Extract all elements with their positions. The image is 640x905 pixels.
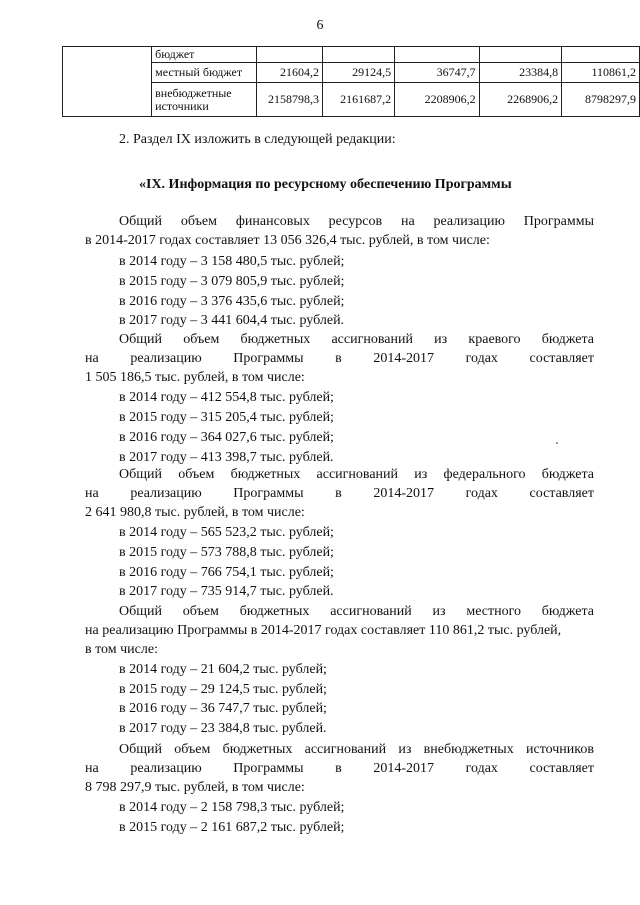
paragraph-line: Общий объем бюджетных ассигнований из краевого бюджета bbox=[119, 332, 594, 347]
table-cell: 8798297,9 bbox=[562, 83, 640, 117]
list-item: в 2015 году – 315 205,4 тыс. рублей; bbox=[119, 410, 334, 425]
table-empty-cell bbox=[63, 47, 152, 117]
paragraph-line: на реализацию Программы в 2014-2017 годах составляет bbox=[85, 351, 594, 366]
list-item: в 2017 году – 3 441 604,4 тыс. рублей. bbox=[119, 313, 345, 328]
section-heading: «IX. Информация по ресурсному обеспечению Программы bbox=[139, 177, 512, 192]
table-cell bbox=[256, 47, 322, 63]
list-item: в 2016 году – 36 747,7 тыс. рублей; bbox=[119, 701, 327, 716]
table-cell: 23384,8 bbox=[479, 63, 562, 83]
table-row-label: бюджет bbox=[152, 47, 256, 63]
table-row bbox=[63, 47, 640, 63]
list-item: в 2014 году – 412 554,8 тыс. рублей; bbox=[119, 390, 334, 405]
table-cell bbox=[479, 47, 562, 63]
table-cell: 110861,2 bbox=[562, 63, 640, 83]
paragraph-line: на реализацию Программы в 2014-2017 годах составляет 110 861,2 тыс. рублей, bbox=[85, 623, 562, 638]
paragraph-line: на реализацию Программы в 2014-2017 годах составляет bbox=[85, 486, 594, 501]
paragraph-line: 1 505 186,5 тыс. рублей, в том числе: bbox=[85, 370, 305, 385]
table-cell: 2268906,2 bbox=[479, 83, 562, 117]
paragraph-line: в том числе: bbox=[85, 642, 158, 657]
paragraph-line: на реализацию Программы в 2014-2017 годах составляет bbox=[85, 761, 594, 776]
list-item: в 2017 году – 413 398,7 тыс. рублей. bbox=[119, 450, 334, 465]
table-cell: 29124,5 bbox=[323, 63, 395, 83]
page-number: 6 bbox=[316, 18, 324, 33]
table-cell: 36747,7 bbox=[395, 63, 479, 83]
table-cell bbox=[323, 47, 395, 63]
funding-table bbox=[62, 46, 640, 117]
table-cell: 2158798,3 bbox=[256, 83, 322, 117]
list-item: в 2014 году – 565 523,2 тыс. рублей; bbox=[119, 525, 334, 540]
table-row-label: местный бюджет bbox=[152, 63, 256, 83]
table-cell bbox=[562, 47, 640, 63]
list-item: в 2016 году – 766 754,1 тыс. рублей; bbox=[119, 565, 334, 580]
list-item: в 2014 году – 2 158 798,3 тыс. рублей; bbox=[119, 800, 345, 815]
list-item: в 2014 году – 21 604,2 тыс. рублей; bbox=[119, 662, 327, 677]
paragraph-line: в 2014-2017 годах составляет 13 056 326,4 тыс. рублей, в том числе: bbox=[85, 233, 490, 248]
list-item: в 2015 году – 3 079 805,9 тыс. рублей; bbox=[119, 274, 345, 289]
list-item: в 2016 году – 3 376 435,6 тыс. рублей; bbox=[119, 294, 345, 309]
scan-speck bbox=[556, 442, 558, 444]
intro-text: 2. Раздел IX изложить в следующей редакции: bbox=[119, 132, 396, 147]
paragraph-line: Общий объем бюджетных ассигнований из местного бюджета bbox=[119, 604, 594, 619]
paragraph-line: Общий объем бюджетных ассигнований из федерального бюджета bbox=[119, 467, 594, 482]
list-item: в 2016 году – 364 027,6 тыс. рублей; bbox=[119, 430, 334, 445]
paragraph-line: 2 641 980,8 тыс. рублей, в том числе: bbox=[85, 505, 305, 520]
table-row-label: внебюджетные источники bbox=[152, 83, 256, 117]
table-cell: 2161687,2 bbox=[323, 83, 395, 117]
list-item: в 2017 году – 23 384,8 тыс. рублей. bbox=[119, 721, 327, 736]
list-item: в 2015 году – 29 124,5 тыс. рублей; bbox=[119, 682, 327, 697]
list-item: в 2017 году – 735 914,7 тыс. рублей. bbox=[119, 584, 334, 599]
table-cell: 21604,2 bbox=[256, 63, 322, 83]
list-item: в 2015 году – 573 788,8 тыс. рублей; bbox=[119, 545, 334, 560]
table-cell bbox=[395, 47, 479, 63]
paragraph-line: 8 798 297,9 тыс. рублей, в том числе: bbox=[85, 780, 305, 795]
paragraph-line: Общий объем бюджетных ассигнований из внебюджетных источников bbox=[119, 742, 594, 757]
table-cell: 2208906,2 bbox=[395, 83, 479, 117]
paragraph-line: Общий объем финансовых ресурсов на реализацию Программы bbox=[119, 214, 594, 229]
list-item: в 2014 году – 3 158 480,5 тыс. рублей; bbox=[119, 254, 345, 269]
list-item: в 2015 году – 2 161 687,2 тыс. рублей; bbox=[119, 820, 345, 835]
